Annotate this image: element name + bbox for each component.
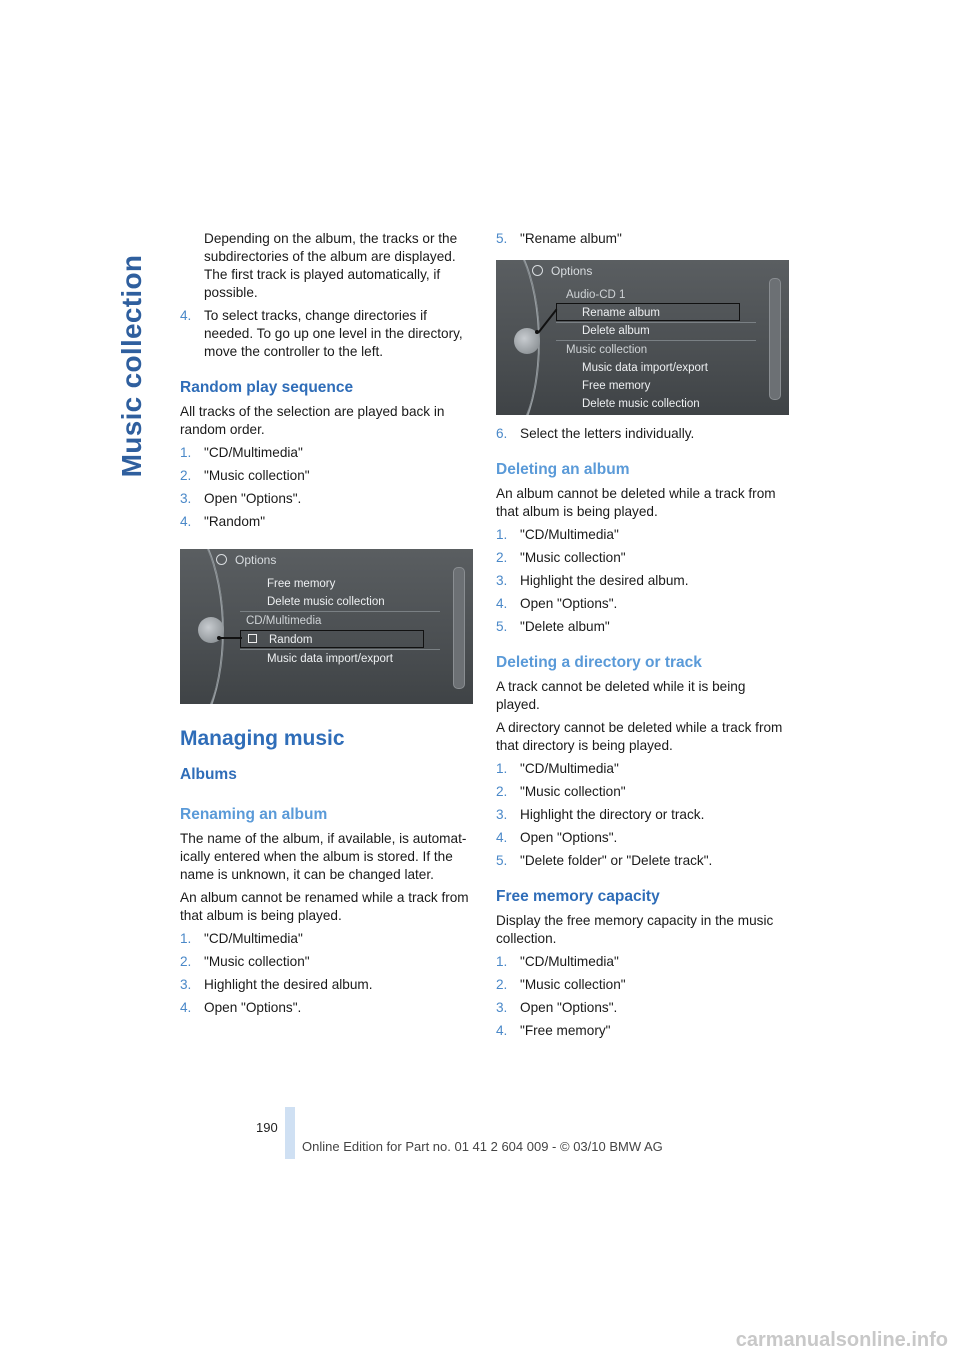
step-text: To select tracks, change directories if needed. To go up one level in the directory, move the controller to the left. xyxy=(204,308,463,359)
rename-paragraph-2: An album cannot be renamed while a track from that album is being played. xyxy=(180,890,469,923)
screen-title-text: Options xyxy=(551,264,593,278)
step-text: Open "Options". xyxy=(520,1000,618,1015)
options-screen-random xyxy=(180,549,473,704)
step-item xyxy=(496,953,791,971)
step-text: Open "Options". xyxy=(520,830,618,845)
step-number: 3. xyxy=(496,807,508,822)
scrollbar xyxy=(453,567,465,689)
step-text: "CD/Multimedia" xyxy=(204,931,303,946)
menu-item-free-memory: Free memory xyxy=(267,578,336,590)
step-text: Highlight the desired album. xyxy=(204,977,373,992)
screen-title-text: Options xyxy=(235,553,277,567)
step-number: 5. xyxy=(496,619,508,634)
step-item xyxy=(496,618,791,636)
screen-title xyxy=(532,262,592,280)
options-icon xyxy=(216,554,227,565)
step-number: 4. xyxy=(496,596,508,611)
menu-item-random-label: Random xyxy=(269,634,313,646)
step-text: Highlight the directory or track. xyxy=(520,807,705,822)
step-item xyxy=(496,760,791,778)
delete-directory-text-2: A directory cannot be deleted while a track from that directory is being played. xyxy=(496,720,783,753)
step-text: Select the letters individually. xyxy=(520,426,695,441)
edition-footer: Online Edition for Part no. 01 41 2 604 009 - © 03/10 BMW AG xyxy=(302,1139,663,1154)
step-text: "Music collection" xyxy=(204,954,310,969)
step-item xyxy=(180,953,475,971)
step-item xyxy=(180,999,475,1017)
menu-item-delete-music-collection: Delete music collection xyxy=(582,398,700,410)
pointer-dot xyxy=(217,636,221,640)
step-number: 2. xyxy=(180,468,192,483)
step-item xyxy=(496,425,791,443)
pointer-dot xyxy=(535,330,539,334)
step-number: 4. xyxy=(180,514,192,529)
step-number: 1. xyxy=(180,445,192,460)
step-item xyxy=(496,999,791,1017)
section-side-tab xyxy=(112,230,162,530)
menu-header-music-collection: Music collection xyxy=(566,344,648,356)
albums-heading: Albums xyxy=(180,766,237,783)
step-number: 2. xyxy=(180,954,192,969)
step-text: "Random" xyxy=(204,514,266,529)
step-item xyxy=(180,490,475,508)
menu-item-music-data-import-export: Music data import/export xyxy=(267,653,393,665)
step-item xyxy=(180,513,475,531)
step-item xyxy=(496,526,791,544)
step-item xyxy=(180,307,475,361)
step-text: "CD/Multimedia" xyxy=(520,527,619,542)
section-title: Music collection xyxy=(116,254,147,478)
step-text: "Music collection" xyxy=(520,977,626,992)
random-heading: Random play sequence xyxy=(180,379,354,396)
step-number: 4. xyxy=(496,830,508,845)
free-memory-heading: Free memory capacity xyxy=(496,888,660,905)
step-item xyxy=(180,467,475,485)
step-text: Open "Options". xyxy=(204,1000,302,1015)
step-number: 5. xyxy=(496,231,508,246)
delete-album-heading: Deleting an album xyxy=(496,461,630,478)
step-number: 2. xyxy=(496,977,508,992)
step-number: 1. xyxy=(180,931,192,946)
step-number: 4. xyxy=(496,1023,508,1038)
step-number: 4. xyxy=(180,1000,192,1015)
options-icon xyxy=(532,265,543,276)
delete-directory-text-1: A track cannot be deleted while it is being played. xyxy=(496,679,746,712)
step-item xyxy=(496,230,791,248)
step-text: "CD/Multimedia" xyxy=(204,445,303,460)
step-text: "Music collection" xyxy=(520,550,626,565)
step-item xyxy=(496,976,791,994)
free-memory-text: Display the free memory capacity in the music collection. xyxy=(496,913,774,946)
random-text: All tracks of the selection are played back in random order. xyxy=(180,404,445,437)
step-text: Open "Options". xyxy=(204,491,302,506)
step-text: Highlight the desired album. xyxy=(520,573,689,588)
menu-item-delete-album: Delete album xyxy=(582,325,650,337)
step-number: 4. xyxy=(180,308,192,323)
screen-title xyxy=(216,551,276,569)
step-text: "Delete album" xyxy=(520,619,610,634)
step-item xyxy=(496,572,791,590)
step-item xyxy=(496,595,791,613)
menu-item-free-memory: Free memory xyxy=(582,380,651,392)
menu-item-random xyxy=(248,631,312,649)
menu-item-delete-music-collection: Delete music collection xyxy=(267,596,385,608)
menu-header-audio-cd: Audio-CD 1 xyxy=(566,289,626,301)
step-number: 3. xyxy=(496,1000,508,1015)
checkbox-icon xyxy=(248,634,257,643)
step-item xyxy=(180,444,475,462)
pointer-line xyxy=(537,309,557,334)
footer-accent-bar xyxy=(285,1107,295,1159)
step-number: 3. xyxy=(180,491,192,506)
step-number: 5. xyxy=(496,853,508,868)
page-number: 190 xyxy=(256,1120,278,1135)
step-number: 3. xyxy=(180,977,192,992)
options-screen-rename xyxy=(496,260,789,415)
step-text: "CD/Multimedia" xyxy=(520,761,619,776)
rename-heading: Renaming an album xyxy=(180,806,328,823)
step-item xyxy=(180,930,475,948)
menu-header-cd-multimedia: CD/Multimedia xyxy=(246,615,322,627)
step-item xyxy=(496,829,791,847)
pointer-line xyxy=(220,637,242,639)
right-column xyxy=(496,230,791,1045)
step-text: Open "Options". xyxy=(520,596,618,611)
rename-paragraph-1: The name of the album, if available, is automat-ically entered when the album is stored. If the name is unknown, it can be changed later. xyxy=(180,831,467,882)
step-number: 1. xyxy=(496,761,508,776)
intro-paragraph: Depending on the album, the tracks or the subdirectories of the album are displayed. The first track is played automatically, if possible. xyxy=(204,231,458,300)
delete-album-text: An album cannot be deleted while a track from that album is being played. xyxy=(496,486,776,519)
step-item xyxy=(496,806,791,824)
step-item xyxy=(180,976,475,994)
managing-heading: Managing music xyxy=(180,727,345,750)
step-item xyxy=(496,549,791,567)
watermark: carmanualsonline.info xyxy=(735,1329,948,1351)
delete-directory-heading: Deleting a directory or track xyxy=(496,654,702,671)
step-number: 1. xyxy=(496,527,508,542)
scrollbar xyxy=(769,278,781,400)
step-text: "Music collection" xyxy=(520,784,626,799)
step-number: 3. xyxy=(496,573,508,588)
step-item xyxy=(496,1022,791,1040)
step-text: "CD/Multimedia" xyxy=(520,954,619,969)
step-text: "Delete folder" or "Delete track". xyxy=(520,853,713,868)
step-number: 6. xyxy=(496,426,508,441)
step-text: "Free memory" xyxy=(520,1023,611,1038)
step-text: "Music collection" xyxy=(204,468,310,483)
step-number: 1. xyxy=(496,954,508,969)
step-text: "Rename album" xyxy=(520,231,622,246)
step-item xyxy=(496,852,791,870)
left-column xyxy=(180,230,475,1022)
step-number: 2. xyxy=(496,550,508,565)
menu-item-music-data-import-export: Music data import/export xyxy=(582,362,708,374)
menu-item-rename-album: Rename album xyxy=(582,307,660,319)
step-number: 2. xyxy=(496,784,508,799)
step-item xyxy=(496,783,791,801)
